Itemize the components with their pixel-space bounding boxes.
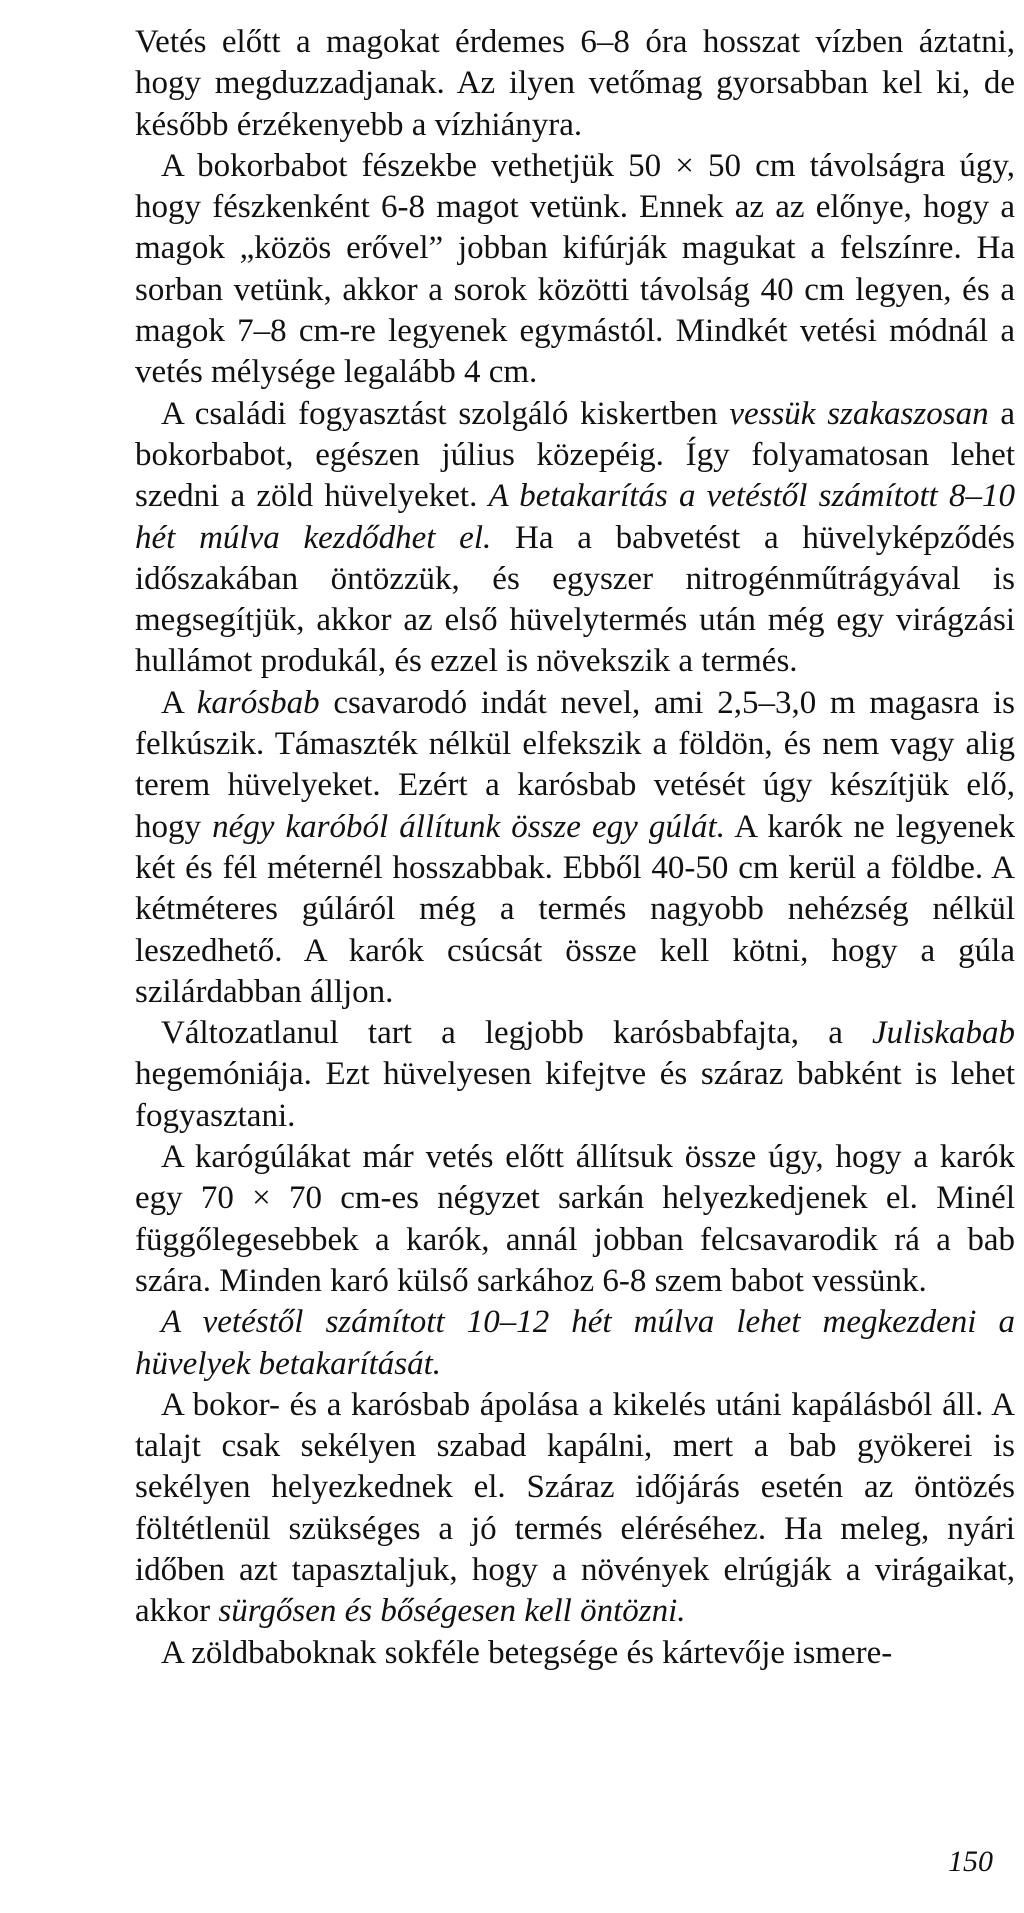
paragraph — [135, 1302, 1015, 1385]
page-number: 150 — [948, 1845, 993, 1878]
text-run: Vetés előtt a magokat érdemes 6–8 óra hosszat vízben áztatni, hogy megduzzadjanak. Az ilyen vetőmag gyorsabban kel ki, de később érzékenyebb a vízhiányra. — [135, 24, 1015, 143]
italic-text: vessük szakaszosan — [729, 395, 989, 432]
paragraph — [135, 1385, 1015, 1633]
paragraph — [135, 146, 1015, 394]
text-run: A bokorbabot fészekbe vethetjük 50 × 50 cm távolságra úgy, hogy fészkenként 6-8 magot vetünk. Ennek az az előnye, hogy a magok „közös erővel” jobban kifúrják magukat a felszínre. Ha sorban vetünk, akkor a sorok közötti távolság 40 cm legyen, és a magok 7–8 cm-re legyenek egymástól. Mindkét vetési módnál a vetés mélysége legalább 4 cm. — [135, 147, 1015, 391]
italic-text: A betakarítás a vetéstől számított 8–10 hét múlva kezdődhet el. — [135, 478, 1015, 556]
text-run: Változatlanul tart a legjobb karósbabfajta, a — [161, 1015, 873, 1052]
text-run: A karógúlákat már vetés előtt állítsuk össze úgy, hogy a karók egy 70 × 70 cm-es négyzet sarkán helyezkedjenek el. Minél függőlegesebbek a karók, annál jobban felcsavarodik rá a bab szára. Minden karó külső sarkához 6-8 szem babot vessünk. — [135, 1139, 1015, 1299]
text-run: Ha a babvetést a hüvelyképződés időszakában öntözzük, és egyszer nitrogénműtrágyával is megsegítjük, akkor az első hüvelytermés után még egy virágzási hullámot produkál, és ezzel is növekszik a termés. — [135, 519, 1016, 680]
paragraph — [135, 1013, 1015, 1137]
text-run: A karók ne legyenek két és fél méternél hosszabbak. Ebből 40-50 cm kerül a földbe. A kétméteres gúláról még a termés nagyobb nehézség nélkül leszedhető. A karók csúcsát össze kell kötni, hogy a gúla szilárdabban álljon. — [135, 808, 1015, 1010]
italic-text: A vetéstől számított 10–12 hét múlva lehet megkezdeni a hüvelyek betakarítását. — [135, 1304, 1015, 1382]
text-run: A bokor- és a karósbab ápolása a kikelés utáni kapálásból áll. A talajt csak sekélyen szabad kapálni, mert a bab gyökerei is sekélyen helyezkednek el. Száraz időjárás esetén az öntözés föltétlenül szükséges a jó termés eléréséhez. Ha meleg, nyári időben azt tapasztaljuk, hogy a növények elrúgják a virágaikat, akkor — [135, 1386, 1015, 1630]
italic-text: karósbab — [196, 684, 320, 721]
paragraph — [135, 1633, 1015, 1674]
text-run: A zöldbaboknak sokféle betegsége és kártevője ismere- — [161, 1634, 893, 1671]
paragraph — [135, 22, 1015, 146]
paragraph — [135, 394, 1015, 683]
paragraph — [135, 683, 1015, 1013]
italic-text: sürgősen és bőségesen kell öntözni. — [218, 1593, 686, 1630]
body-text — [135, 22, 1015, 1674]
text-run: hegemóniája. Ezt hüvelyesen kifejtve és száraz babként is lehet fogyasztani. — [135, 1056, 1015, 1134]
text-run: a bokorbabot, egészen július közepéig. Így folyamatosan lehet szedni a zöld hüvelyeket. — [135, 395, 1015, 515]
text-run: A családi fogyasztást szolgáló kiskertben — [161, 395, 730, 432]
text-run: A — [161, 684, 197, 721]
paragraph — [135, 1137, 1015, 1302]
italic-text: Juliskabab — [872, 1015, 1015, 1052]
italic-text: négy karóból állítunk össze egy gúlát. — [212, 808, 725, 845]
text-run: csavarodó indát nevel, ami 2,5–3,0 m magasra is felkúszik. Támaszték nélkül elfekszik a földön, és nem vagy alig terem hüvelyeket. Ezért a karósbab vetését úgy készítjük elő, hogy — [135, 684, 1015, 845]
